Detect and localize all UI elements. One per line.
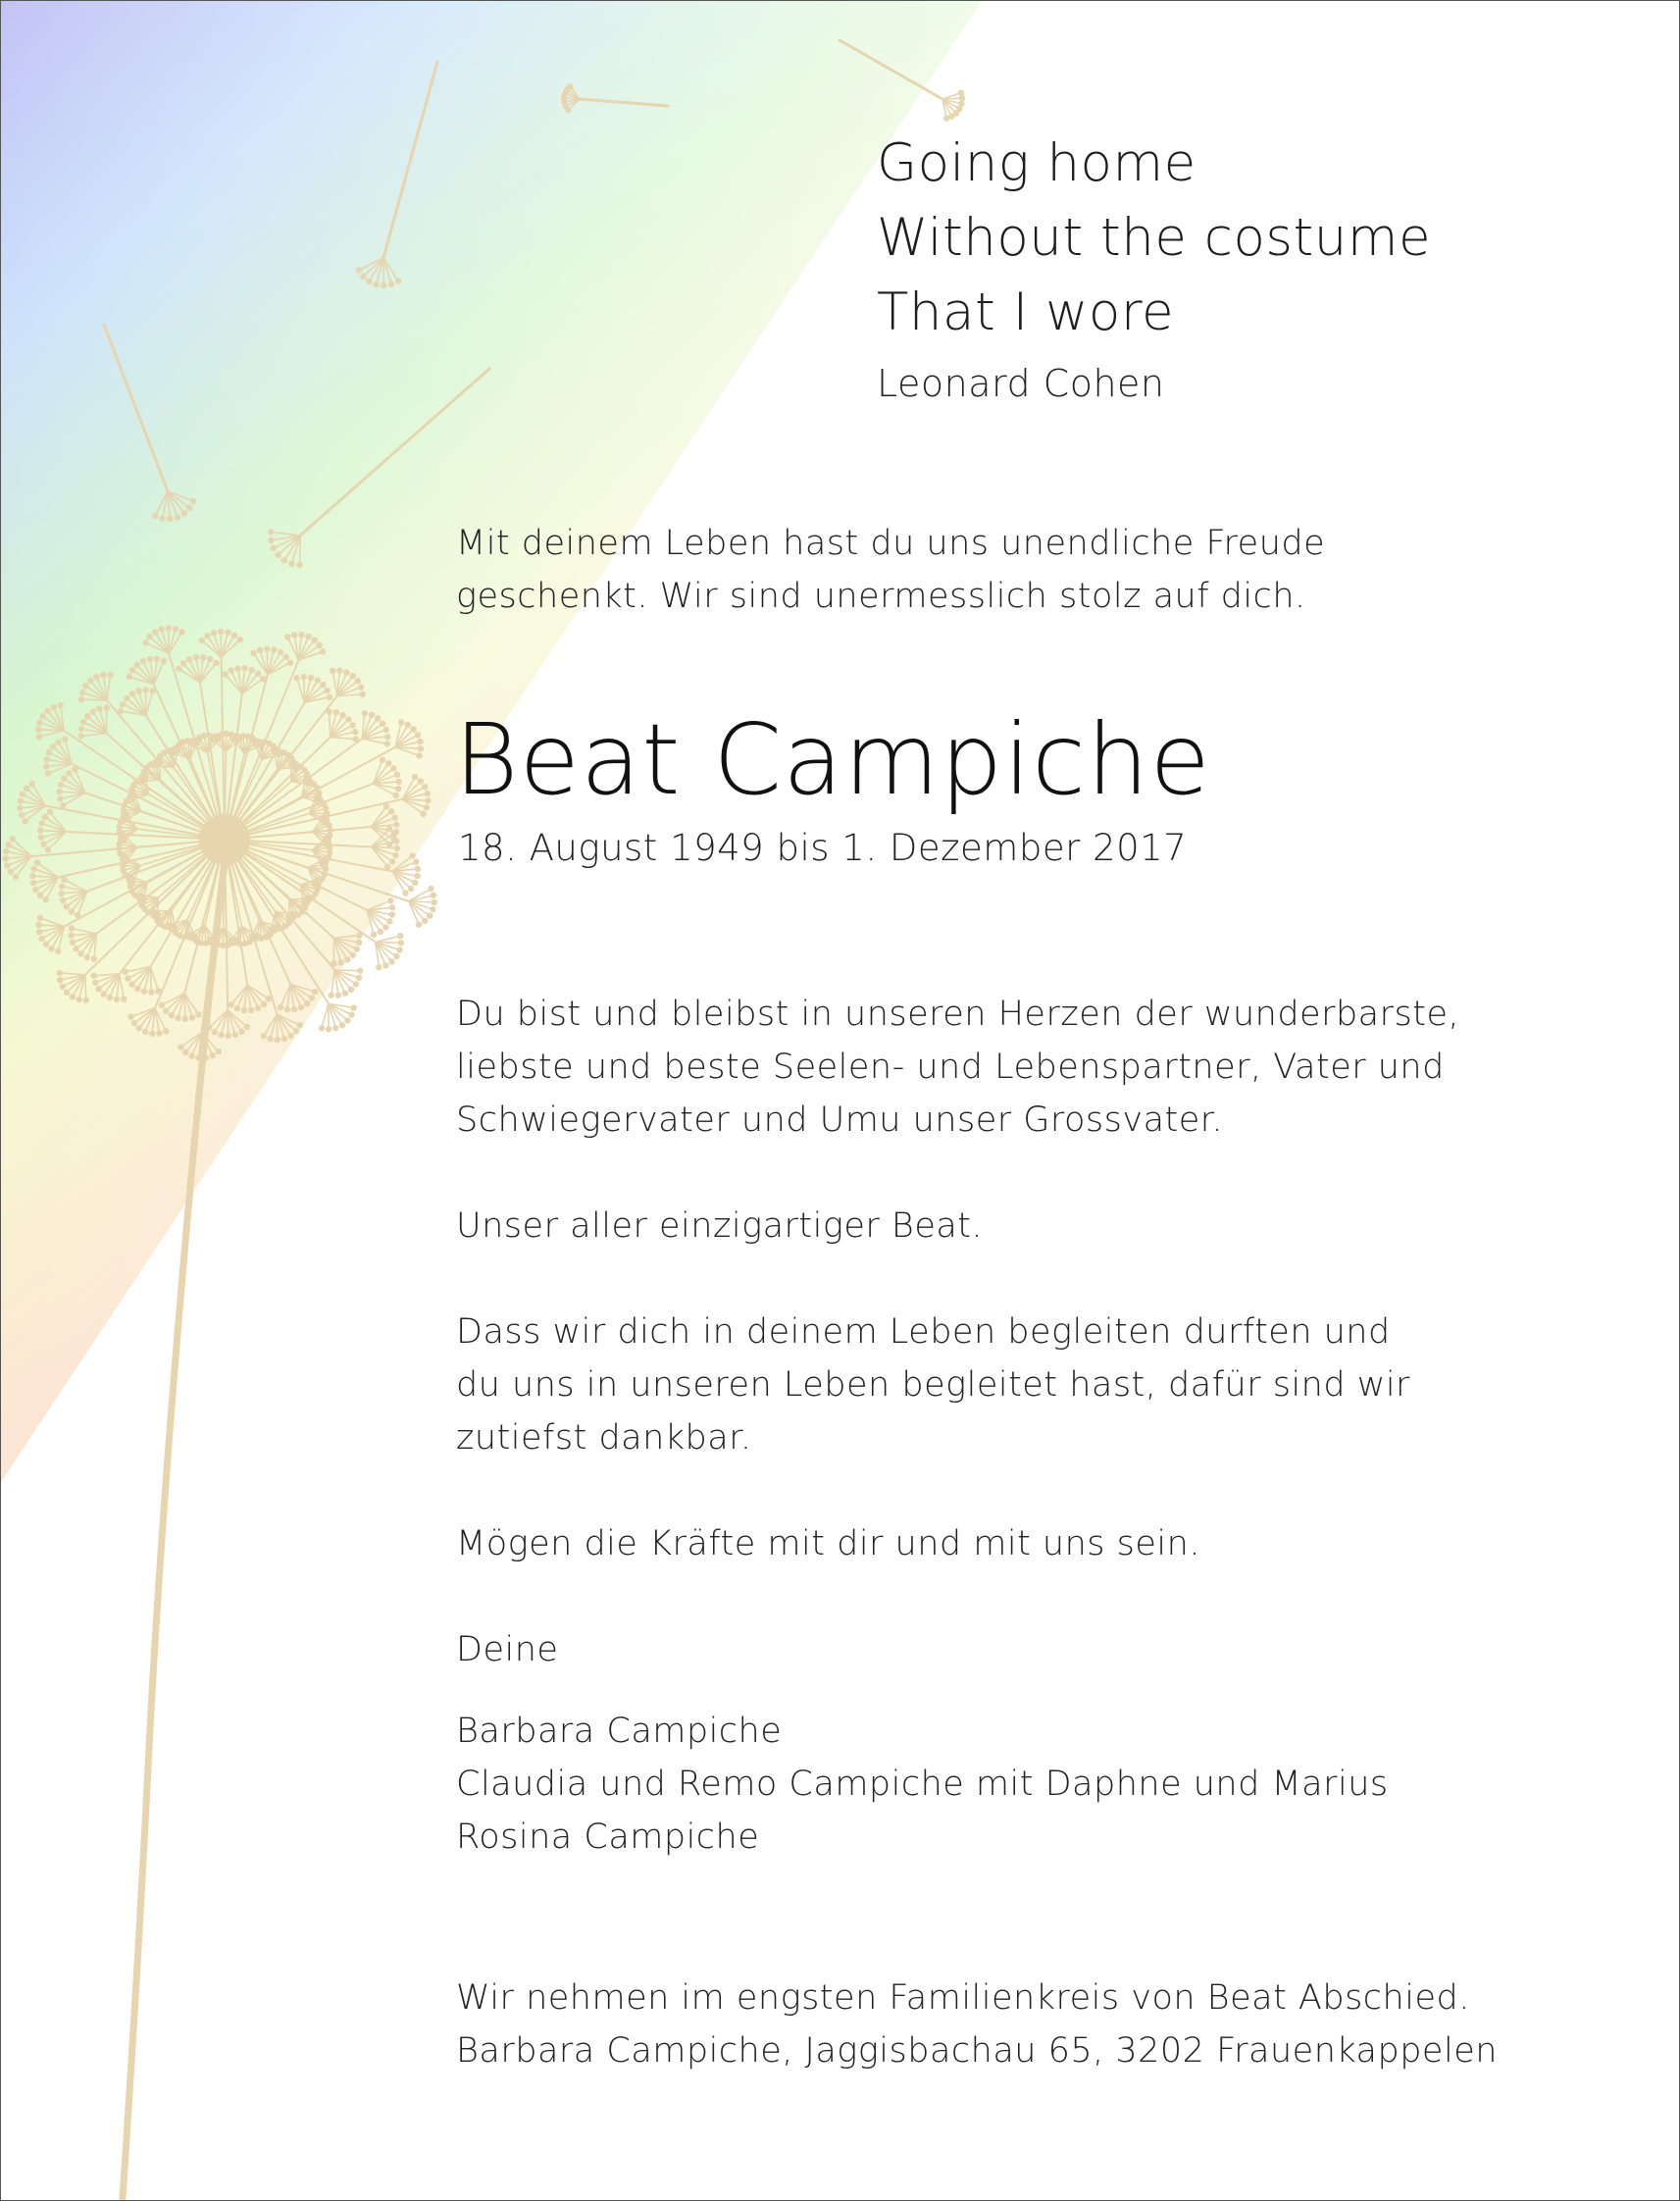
quote bbox=[877, 127, 1431, 350]
quote-line: That I wore bbox=[877, 282, 1175, 342]
signoff-text: Deine bbox=[456, 1630, 559, 1669]
gratitude-line: Dass wir dich in deinem Leben begleiten durften und bbox=[456, 1312, 1391, 1352]
gratitude-line: zutiefst dankbar. bbox=[456, 1418, 752, 1458]
quote-author: Leonard Cohen bbox=[877, 362, 1165, 405]
intro-text bbox=[456, 517, 1325, 623]
tribute-text bbox=[456, 988, 1459, 1147]
intro-line: geschenkt. Wir sind unermesslich stolz auf dich. bbox=[456, 577, 1306, 616]
statement-text: Unser aller einzigartiger Beat. bbox=[456, 1206, 984, 1246]
farewell-line: Barbara Campiche, Jaggisbachau 65, 3202 Frauenkappelen bbox=[456, 2031, 1498, 2071]
gratitude-line: du uns in unseren Leben begleitet hast, dafür sind wir bbox=[456, 1365, 1410, 1405]
family-member: Rosina Campiche bbox=[456, 1817, 760, 1857]
farewell-line: Wir nehmen im engsten Familienkreis von Beat Abschied. bbox=[456, 1978, 1470, 2018]
family-names bbox=[456, 1705, 1389, 1864]
tribute-line: liebste und beste Seelen- und Lebenspartner, Vater und bbox=[456, 1048, 1445, 1087]
deceased-name: Beat Campiche bbox=[454, 702, 1211, 817]
gratitude-text bbox=[456, 1305, 1410, 1464]
quote-line: Going home bbox=[877, 133, 1196, 193]
family-member: Barbara Campiche bbox=[456, 1712, 783, 1751]
life-dates: 18. August 1949 bis 1. Dezember 2017 bbox=[458, 827, 1188, 869]
tribute-line: Du bist und bleibst in unseren Herzen der wunderbarste, bbox=[456, 995, 1460, 1034]
intro-line: Mit deinem Leben hast du uns unendliche Freude bbox=[456, 524, 1326, 563]
quote-line: Without the costume bbox=[877, 208, 1432, 268]
farewell-notice bbox=[456, 1971, 1498, 2077]
tribute-line: Schwiegervater und Umu unser Grossvater. bbox=[456, 1100, 1224, 1140]
family-member: Claudia und Remo Campiche mit Daphne und Marius bbox=[456, 1765, 1389, 1804]
wish-text: Mögen die Kräfte mit dir und mit uns sein. bbox=[456, 1524, 1200, 1563]
